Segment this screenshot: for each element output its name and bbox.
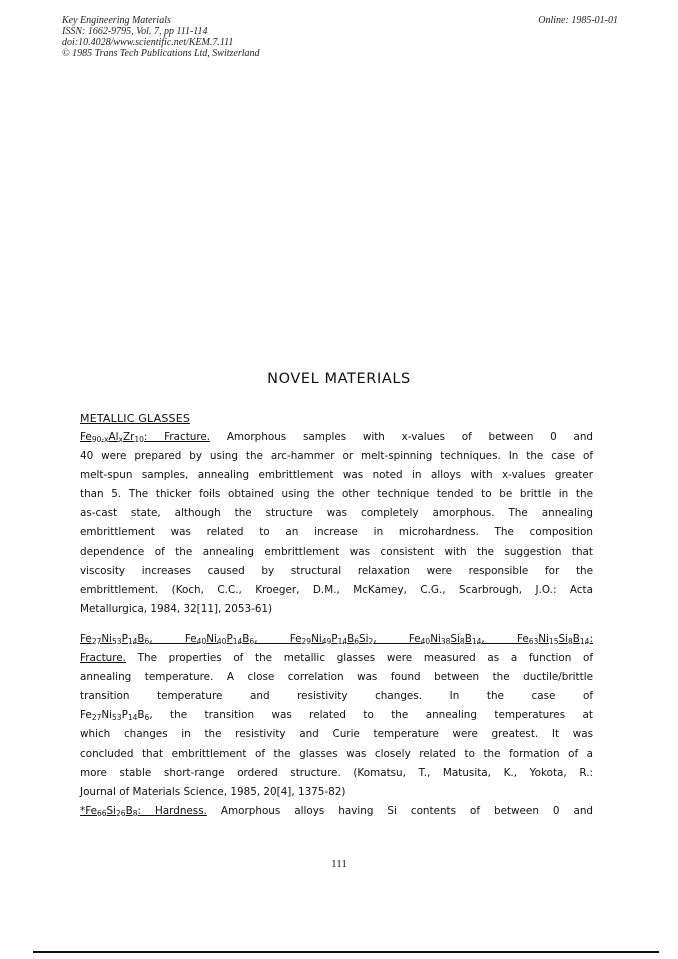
entry-line: Journal of Materials Science, 1985, 20[4], 1375-82) (80, 785, 346, 798)
entry-line: which changes in the resistivity and Curie temperature were greatest. It was (80, 728, 593, 741)
header-line: Key Engineering Materials (62, 15, 171, 26)
entry-line: more stable short-range ordered structure. (Komatsu, T., Matusita, K., Yokota, R.: (80, 766, 593, 779)
entry-text: , the transition was related to the annealing temperatures at (149, 709, 593, 722)
entry-text: Amorphous alloys having Si contents of between 0 and (206, 805, 593, 817)
header-line: doi:10.4028/www.scientific.net/KEM.7.111 (62, 37, 234, 48)
section-heading: METALLIC GLASSES (80, 412, 191, 425)
entry-first-line (80, 649, 593, 668)
header-line: © 1985 Trans Tech Publications Ltd, Switzerland (62, 48, 260, 59)
header-line: ISSN: 1662-9795, Vol. 7, pp 111-114 (62, 26, 208, 37)
alloy-formula: $Fe_{90-x}Al_xZr_{10}$ (80, 431, 144, 444)
entry-line: than 5. The thicker foils obtained using the other technique tended to be brittle in the (80, 488, 593, 501)
entry-fe-ni-glasses (80, 630, 593, 802)
journal-header (62, 15, 260, 59)
inline-formula: $Fe_{27}Ni_{53}P_{14}B_6$ (80, 709, 150, 723)
online-date: Online: 1985-01-01 (538, 15, 618, 26)
entry-line: annealing temperature. A close correlation was found between the ductile/brittle (80, 671, 593, 684)
entry-text: Amorphous samples with x-values of between 0 and (210, 431, 594, 443)
entry-line: viscosity increases caused by structural relaxation were responsible for the (80, 564, 593, 577)
alloy-formula-list: $Fe_{27}Ni_{53}P_{14}B_6$, $Fe_{40}Ni_{40}P_{14}B_6$, $Fe_{29}Ni_{49}P_{14}B_6Si_2$, $Fe_{40}Ni_{38}Si_8B_{14}$, $Fe_{63}Ni_{15}Si_8B_{14}$: (80, 633, 593, 646)
entry-text: The properties of the metallic glasses were measured as a function of (125, 652, 593, 665)
entry-fe-al-zr (80, 428, 593, 619)
entry-line: transition temperature and resistivity changes. In the case of (80, 690, 593, 703)
entry-first-line (80, 428, 593, 447)
entry-topic: : Fracture. (143, 431, 211, 443)
entry-line: 40 were prepared by using the arc-hammer or melt-spinning techniques. In the case of (80, 450, 593, 463)
entry-topic: : Hardness. (137, 805, 207, 817)
entry-line: Metallurgica, 1984, 32[11], 2053-61) (80, 602, 273, 615)
alloy-formula: $*Fe_{66}Si_{26}B_8$ (80, 805, 138, 818)
bottom-rule (33, 951, 659, 953)
entry-line: embrittlement was related to an increase in microhardness. The composition (80, 526, 593, 539)
entry-line: embrittlement. (Koch, C.C., Kroeger, D.M., McKamey, C.G., Scarbrough, J.O.: Acta (80, 583, 593, 596)
entry-line: concluded that embrittlement of the glasses was closely related to the formation of a (80, 747, 593, 760)
page-number: 111 (331, 858, 347, 870)
entry-line: as-cast state, although the structure was completely amorphous. The annealing (80, 507, 593, 520)
entry-fe-si-b (80, 802, 593, 821)
page-title: NOVEL MATERIALS (267, 371, 411, 387)
entry-first-line (80, 802, 593, 821)
entry-line: melt-spun samples, annealing embrittlement was noted in alloys with x-values greater (80, 469, 593, 482)
entry-line (80, 706, 593, 725)
entry-topic: Fracture. (80, 652, 126, 665)
entry-line: dependence of the annealing embrittlement was consistent with the suggestion that (80, 545, 593, 558)
